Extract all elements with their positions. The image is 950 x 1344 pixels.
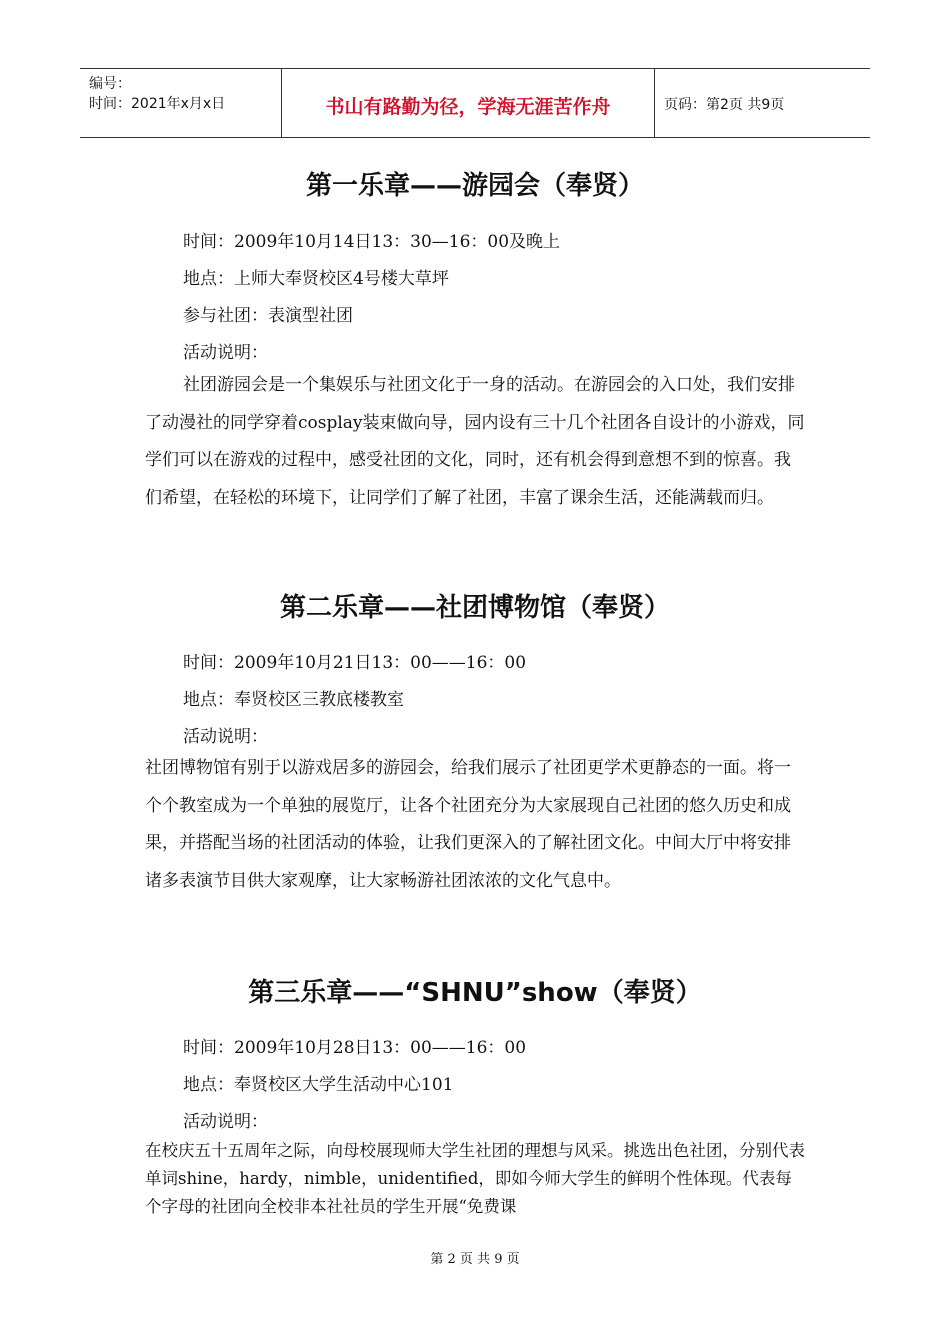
page-info: 页码：第2页 共9页	[664, 97, 785, 113]
section-1-body: 社团游园会是一个集娱乐与社团文化于一身的活动。在游园会的入口处，我们安排了动漫社的同学穿着cosplay装束做向导，园内设有三十几个社团各自设计的小游戏，同学们可以在游戏的过程中，感受社团的文化，同时，还有机会得到意想不到的惊喜。我们希望，在轻松的环境下，让同学们了解了社团，丰富了课余生活，还能满载而归。	[145, 375, 805, 508]
section-title-3: 第三乐章——“SHNU”show（奉贤）	[248, 978, 702, 1008]
date-label: 时间：2021年x月x日	[89, 96, 226, 112]
header-page-cell	[655, 69, 870, 137]
section-2-body: 社团博物馆有别于以游戏居多的游园会，给我们展示了社团更学术更静态的一面。将一个个教室成为一个单独的展览厅，让各个社团充分为大家展现自己社团的悠久历史和成果，并搭配当场的社团活动的体验，让我们更深入的了解社团文化。中间大厅中将安排诸多表演节目供大家观摩，让大家畅游社团浓浓的文化气息中。	[145, 758, 791, 891]
section-3-time: 时间：2009年10月28日13：00——16：00	[183, 1038, 527, 1058]
page-footer: 第 2 页 共 9 页	[430, 1252, 520, 1267]
section-3-desc-label: 活动说明：	[183, 1112, 268, 1132]
number-label: 编号：	[89, 76, 131, 92]
section-3-place: 地点：奉贤校区大学生活动中心101	[183, 1075, 454, 1095]
section-title-2: 第二乐章——社团博物馆（奉贤）	[279, 593, 670, 623]
section-2-time: 时间：2009年10月21日13：00——16：00	[183, 653, 527, 673]
section-3-body: 在校庆五十五周年之际，向母校展现师大学生社团的理想与风采。挑选出色社团，分别代表单词shine，hardy，nimble，unidentified，即如今师大学生的鲜明个性体现。代表每个字母的社团向全校非本社社员的学生开展“免费课	[145, 1141, 805, 1216]
section-1-clubs: 参与社团：表演型社团	[183, 306, 353, 326]
header-motto-cell	[282, 69, 655, 137]
section-1-desc-label: 活动说明：	[183, 343, 268, 363]
section-2-desc-label: 活动说明：	[183, 727, 268, 747]
section-1-place: 地点：上师大奉贤校区4号楼大草坪	[183, 269, 449, 289]
section-1-time: 时间：2009年10月14日13：30—16：00及晚上	[183, 232, 561, 252]
motto-text: 书山有路勤为径，学海无涯苦作舟	[325, 96, 611, 118]
section-2-place: 地点：奉贤校区三教底楼教室	[183, 690, 404, 710]
document-header	[80, 68, 870, 138]
header-meta-cell	[80, 69, 282, 137]
section-title-1: 第一乐章——游园会（奉贤）	[305, 171, 644, 201]
